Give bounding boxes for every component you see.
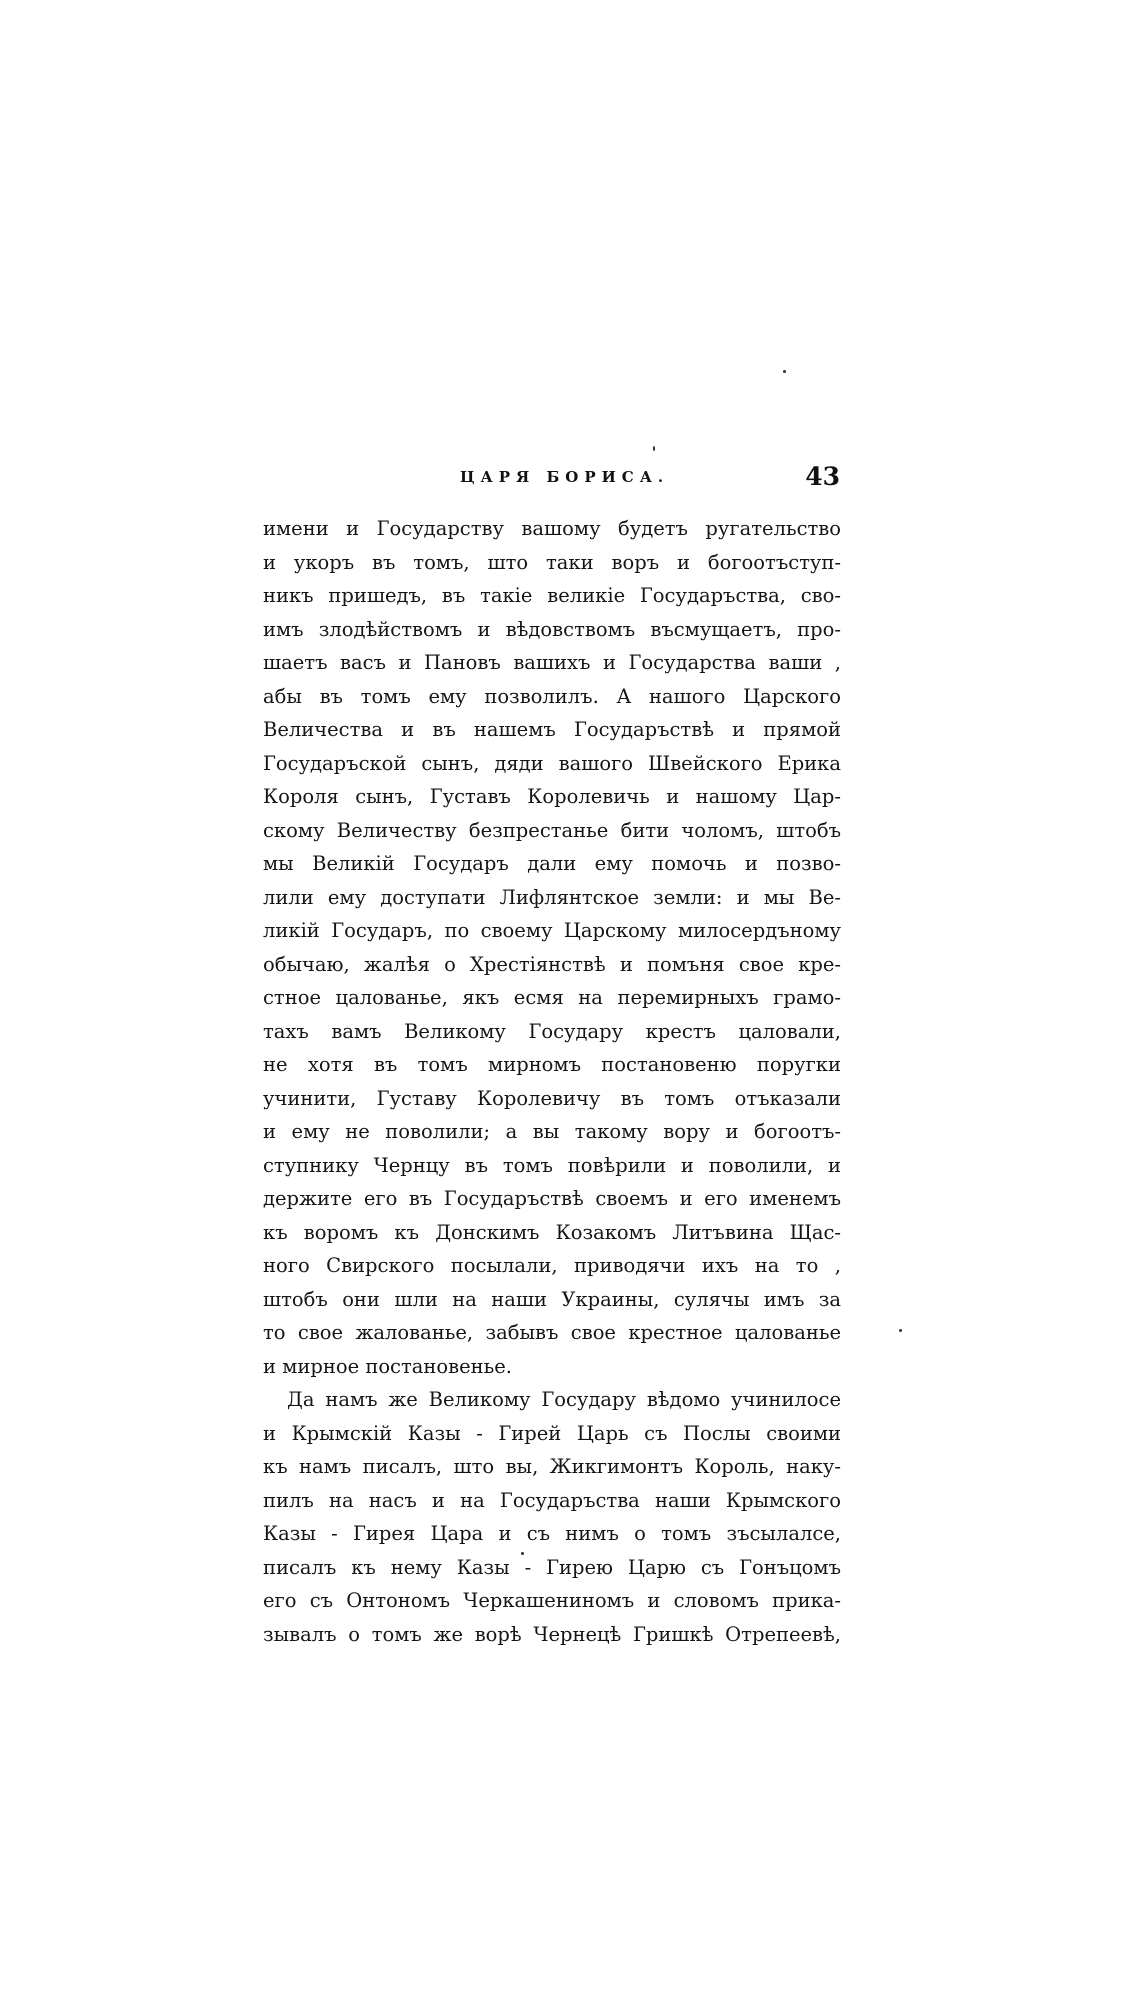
text-line: его съ Онтономъ Черкашениномъ и словомъ прика- xyxy=(263,1589,841,1612)
text-line: штобъ они шли на наши Украины, сулячы имъ за xyxy=(263,1287,841,1311)
ink-speck xyxy=(653,446,655,451)
ink-speck xyxy=(783,370,786,373)
text-line: Да намъ же Великому Государу вѣдомо учинилосе xyxy=(287,1388,841,1411)
text-line: пилъ на насъ и на Государъства наши Крымского xyxy=(263,1488,841,1512)
text-line: мы Великій Государъ дали ему помочь и позво- xyxy=(263,852,841,875)
text-line: учинити, Густаву Королевичу въ томъ отъказали xyxy=(263,1086,841,1110)
text-line: абы въ томъ ему позволилъ. А нашого Царского xyxy=(263,684,841,708)
text-line: ликій Государъ, по своему Царскому милосердъному xyxy=(263,919,841,942)
text-line: никъ пришедъ, въ такіе великіе Государъства, сво- xyxy=(263,584,841,607)
paragraph-1 xyxy=(263,512,841,1383)
text-line: Короля сынъ, Густавъ Королевичь и нашому Цар- xyxy=(263,785,841,808)
text-line: шаетъ васъ и Пановъ вашихъ и Государства ваши , xyxy=(263,651,841,674)
text-line: и Крымскій Казы - Гирей Царь съ Послы своими xyxy=(263,1421,841,1445)
text-line: и ему не поволили; а вы такому вору и богоотъ- xyxy=(263,1120,841,1143)
text-line: тахъ вамъ Великому Государу крестъ цаловали, xyxy=(263,1019,841,1043)
text-line: и мирное постановенье. xyxy=(263,1354,512,1378)
text-line: зывалъ о томъ же ворѣ Чернецѣ Гришкѣ Отрепеевѣ, xyxy=(263,1622,841,1646)
text-line: имъ злодѣйствомъ и вѣдовствомъ въсмущаетъ, про- xyxy=(263,617,841,641)
text-line: ного Свирского посылали, приводячи ихъ на то , xyxy=(263,1254,841,1277)
text-line: лили ему доступати Лифлянтское земли: и мы Ве- xyxy=(263,885,841,909)
paragraph-2 xyxy=(263,1383,841,1651)
page-text xyxy=(263,512,841,1651)
text-line: ступнику Чернцу въ томъ повѣрили и поволили, и xyxy=(263,1153,841,1177)
text-line: держите его въ Государъствѣ своемъ и его именемъ xyxy=(263,1187,841,1210)
running-title: ЦАРЯ БОРИСА. xyxy=(460,468,670,486)
page-header xyxy=(262,462,840,502)
text-line: и укоръ въ томъ, што таки воръ и богоотъступ- xyxy=(263,550,841,574)
text-line: имени и Государству вашому будетъ ругательство xyxy=(263,517,841,540)
ink-speck xyxy=(521,1552,524,1555)
text-line: къ намъ писалъ, што вы, Жикгимонтъ Король, наку- xyxy=(263,1455,841,1478)
text-line: скому Величеству безпрестанье бити чоломъ, штобъ xyxy=(263,818,841,842)
text-line: Казы - Гирея Цара и съ нимъ о томъ зъсылалсе, xyxy=(263,1522,841,1545)
text-line: писалъ къ нему Казы - Гирею Царю съ Гонъцомъ xyxy=(263,1555,841,1579)
text-line: Величества и въ нашемъ Государъствѣ и прямой xyxy=(263,718,841,741)
text-line: не хотя въ томъ мирномъ постановеню поругки xyxy=(263,1053,841,1076)
text-line: обычаю, жалѣя о Хрестіянствѣ и помъня свое кре- xyxy=(263,952,841,976)
page-number: 43 xyxy=(805,462,840,491)
ink-speck xyxy=(899,1329,902,1332)
text-line: то свое жалованье, забывъ свое крестное цалованье xyxy=(263,1321,841,1344)
text-line: Государъской сынъ, дяди вашого Швейского Ерика xyxy=(263,751,841,775)
text-line: стное цалованье, якъ есмя на перемирныхъ грамо- xyxy=(263,986,841,1009)
text-line: къ воромъ къ Донскимъ Козакомъ Литъвина Щас- xyxy=(263,1220,841,1244)
